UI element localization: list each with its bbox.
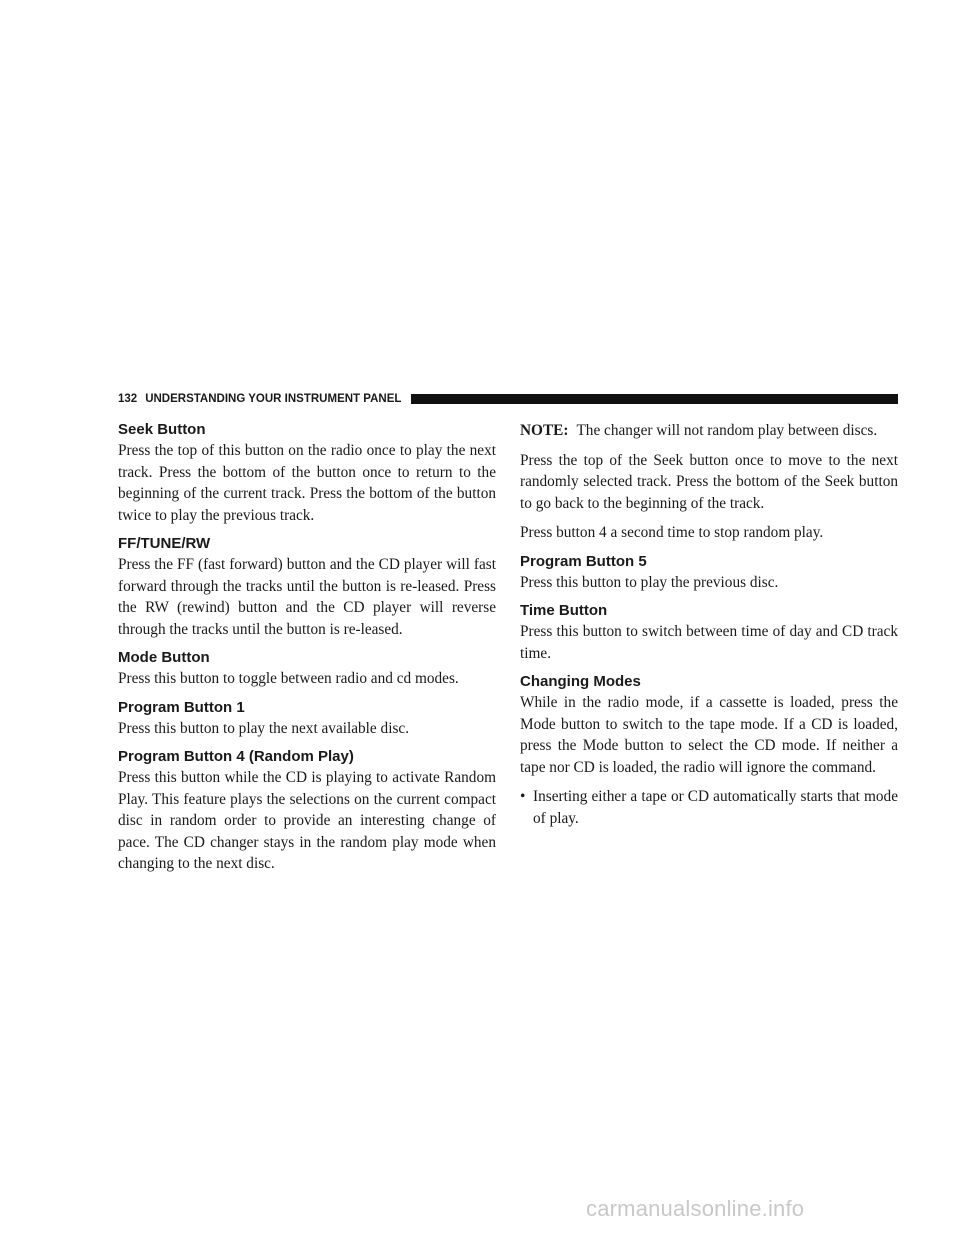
text-changing-modes: While in the radio mode, if a cassette is loaded, press the Mode button to switch to the tape mode. If a CD is loaded, press the Mode button to select the CD mode. If neither a tape nor CD is loaded, the radio will ignore the command. [520,694,898,776]
seek-random-paragraph: Press the top of the Seek button once to move to the next randomly selected track. Press the bottom of the Seek button to go back to the beginning of the track. [520,451,898,512]
heading-program-button-5: Program Button 5 [520,552,647,570]
note-paragraph [520,420,898,442]
text-seek-button: Press the top of this button on the radio once to play the next track. Press the bottom of the button once to return to the beginning of the current track. Press the bottom of the button twice to play the previous track. [118,442,496,524]
right-column [520,420,898,829]
bullet-icon: • [520,788,526,805]
heading-ff-tune-rw: FF/TUNE/RW [118,535,211,552]
heading-mode-button: Mode Button [118,649,210,666]
section-title: UNDERSTANDING YOUR INSTRUMENT PANEL [145,393,402,405]
text-ff-tune-rw: Press the FF (fast forward) button and the CD player will fast forward through the tracks until the button is re-leased. Press the RW (rewind) button and the CD player will reverse through the tracks until the button is re-leased. [118,556,496,638]
heading-program-button-1: Program Button 1 [118,698,245,716]
text-time-button: Press this button to switch between time of day and CD track time. [520,623,898,662]
page-header [118,392,898,406]
text-mode-button: Press this button to toggle between radio and cd modes. [118,670,459,687]
text-program-button-4: Press this button while the CD is playing to activate Random Play. This feature plays the selections on the current compact disc in random order to provide an interesting change of pace. The CD changer stays in the random play mode when changing to the next disc. [118,769,496,872]
heading-seek-button: Seek Button [118,421,206,438]
watermark: carmanualsonline.info [586,1196,805,1221]
text-program-button-1: Press this button to play the next available disc. [118,719,410,737]
header-rule [411,394,898,404]
left-column [118,420,496,883]
list-item [520,786,898,829]
note-label: NOTE: [520,422,569,439]
bullet-text: Inserting either a tape or CD automatically starts that mode of play. [533,788,898,827]
heading-time-button: Time Button [520,602,608,619]
stop-random-paragraph: Press button 4 a second time to stop random play. [520,524,824,541]
text-program-button-5: Press this button to play the previous disc. [520,573,779,591]
heading-program-button-4: Program Button 4 (Random Play) [118,748,354,765]
note-text: The changer will not random play between discs. [576,422,878,439]
heading-changing-modes: Changing Modes [520,673,641,690]
page-number: 132 [118,393,138,405]
